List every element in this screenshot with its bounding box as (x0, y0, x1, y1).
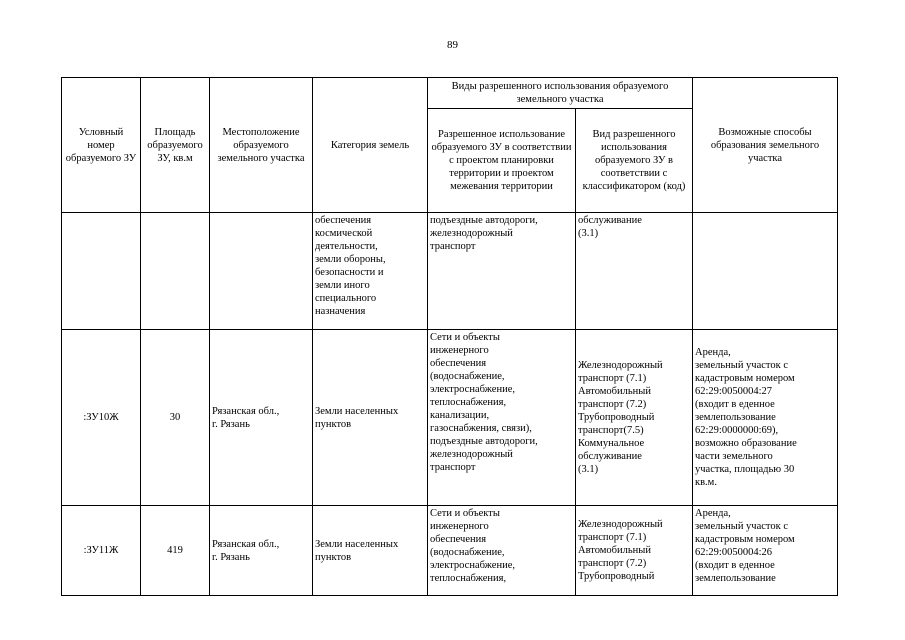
header-formation-methods: Возможные способы образования земельного участка (693, 78, 838, 213)
header-permitted-use-group: Виды разрешенного использования образуемого земельного участка (428, 78, 693, 109)
formation-method-cell (693, 213, 838, 330)
table-header (62, 78, 838, 213)
table-row (62, 506, 838, 596)
plot-number-cell: :ЗУ11Ж (62, 506, 141, 596)
table-row (62, 213, 838, 330)
land-plots-table (61, 77, 838, 596)
use-code-cell: Железнодорожный транспорт (7.1) Автомобильный транспорт (7.2) Трубопроводный транспорт(7.5) Коммунальное обслуживание (3.1) (576, 330, 693, 506)
plot-area-cell (141, 213, 210, 330)
permitted-use-cell: подъездные автодороги, железнодорожный транспорт (428, 213, 576, 330)
header-plot-location: Местоположение образуемого земельного участка (210, 78, 313, 213)
plot-location-cell (210, 213, 313, 330)
land-category-cell: Земли населенных пунктов (313, 506, 428, 596)
plot-area-cell: 419 (141, 506, 210, 596)
header-plot-number: Условный номер образуемого ЗУ (62, 78, 141, 213)
plot-location-cell: Рязанская обл., г. Рязань (210, 506, 313, 596)
use-code-cell: обслуживание (3.1) (576, 213, 693, 330)
header-plot-area: Площадь образуемого ЗУ, кв.м (141, 78, 210, 213)
formation-method-cell: Аренда, земельный участок с кадастровым номером 62:29:0050004:27 (входит в еденное землепользование 62:29:0000000:69), возможно образование части земельного участка, площадью 30 кв.м. (693, 330, 838, 506)
permitted-use-cell: Сети и объекты инженерного обеспечения (водоснабжение, электроснабжение, теплоснабжения, (428, 506, 576, 596)
page-number: 89 (447, 39, 458, 51)
formation-method-cell: Аренда, земельный участок с кадастровым номером 62:29:0050004:26 (входит в еденное землепользование (693, 506, 838, 596)
plot-number-cell (62, 213, 141, 330)
header-permitted-use-project: Разрешенное использование образуемого ЗУ в соответствии с проектом планировки территории и проектом межевания территории (428, 109, 576, 213)
header-permitted-use-code: Вид разрешенного использования образуемого ЗУ в соответствии с классификатором (код) (576, 109, 693, 213)
header-land-category: Категория земель (313, 78, 428, 213)
table-row (62, 330, 838, 506)
permitted-use-cell: Сети и объекты инженерного обеспечения (водоснабжение, электроснабжение, теплоснабжения, канализации, газоснабжения, связи), подъездные автодороги, железнодорожный транспорт (428, 330, 576, 506)
plot-location-cell: Рязанская обл., г. Рязань (210, 330, 313, 506)
land-category-cell: Земли населенных пунктов (313, 330, 428, 506)
use-code-cell: Железнодорожный транспорт (7.1) Автомобильный транспорт (7.2) Трубопроводный (576, 506, 693, 596)
land-category-cell: обеспечения космической деятельности, земли обороны, безопасности и земли иного специального назначения (313, 213, 428, 330)
plot-area-cell: 30 (141, 330, 210, 506)
plot-number-cell: :ЗУ10Ж (62, 330, 141, 506)
